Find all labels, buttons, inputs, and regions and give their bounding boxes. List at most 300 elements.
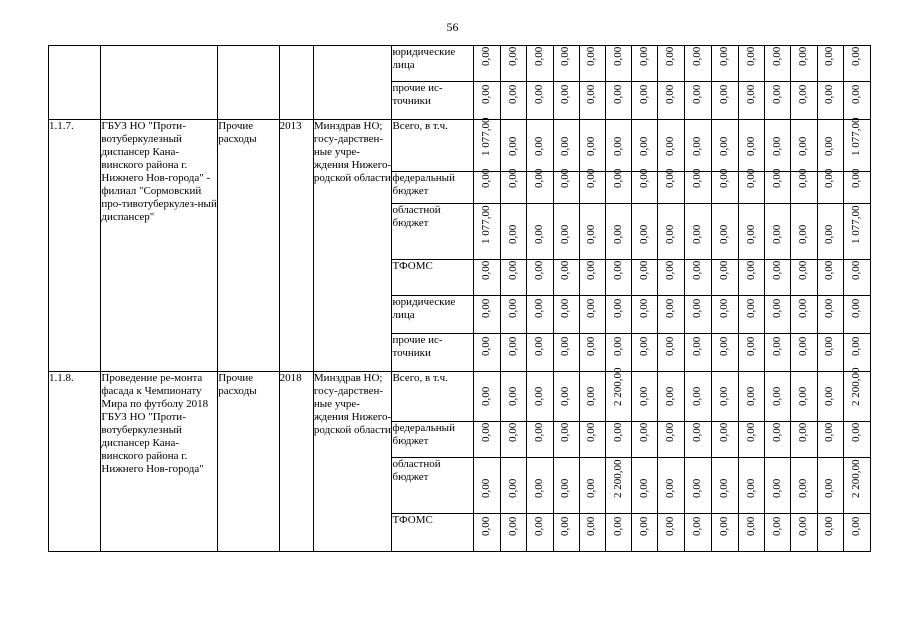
value-text: 0,00: [690, 168, 703, 188]
value-text: 0,00: [690, 224, 703, 244]
value-text: 0,00: [506, 386, 519, 406]
value-cell: [791, 334, 817, 372]
funding-source-label: федеральный бюджет: [392, 422, 474, 458]
value-cell: [553, 334, 579, 372]
funding-source-label: Всего, в т.ч.: [392, 372, 474, 422]
value-text: 0,00: [506, 46, 519, 66]
value-text: 0,00: [480, 422, 493, 442]
value-cell: [658, 120, 684, 172]
value-text: 0,00: [744, 386, 757, 406]
funding-source-label: ТФОМС: [392, 260, 474, 296]
value-cell: [738, 46, 764, 82]
value-cell: [579, 296, 605, 334]
value-text: 0,00: [559, 336, 572, 356]
value-text: 0,00: [717, 136, 730, 156]
value-text: 0,00: [663, 260, 676, 280]
value-cell: [817, 168, 843, 204]
value-text: 0,00: [796, 478, 809, 498]
value-cell: [553, 296, 579, 334]
value-text: 0,00: [717, 478, 730, 498]
funding-source-label: прочие ис-точники: [392, 334, 474, 372]
value-text: 0,00: [663, 136, 676, 156]
item-name: Проведение ре-монта фасада к Чемпионату Мира по футболу 2018 ГБУЗ НО "Проти-вотуберкулезный диспансер Кана-винского района г. Нижнего Нов-города": [101, 372, 218, 552]
value-text: 0,00: [744, 136, 757, 156]
value-text: 0,00: [506, 478, 519, 498]
value-cell: [684, 372, 711, 422]
value-text: 0,00: [823, 298, 836, 318]
executor: Минздрав НО; госу-дарствен-ные учре-ждения Нижего-родской области: [313, 120, 392, 372]
value-text: 0,00: [585, 168, 598, 188]
value-cell: [658, 296, 684, 334]
value-text: 0,00: [637, 260, 650, 280]
value-text: 0,00: [663, 84, 676, 104]
value-text: 0,00: [770, 336, 783, 356]
value-cell: [738, 514, 764, 552]
value-text: 0,00: [480, 84, 493, 104]
value-text: 0,00: [770, 224, 783, 244]
expense-type: Прочие расходы: [218, 372, 279, 552]
funding-source-label: прочие ис-точники: [392, 82, 474, 120]
table-row: [49, 120, 871, 172]
value-cell: [765, 260, 791, 296]
value-text: 0,00: [611, 46, 624, 66]
value-cell: [606, 46, 632, 82]
value-text: 0,00: [849, 260, 862, 280]
value-cell: [658, 260, 684, 296]
value-text: 0,00: [770, 386, 783, 406]
value-text: 0,00: [717, 298, 730, 318]
value-text: 1 077,00: [480, 117, 493, 156]
value-text: 0,00: [823, 224, 836, 244]
value-text: 0,00: [637, 168, 650, 188]
value-cell: [711, 120, 738, 172]
value-text: 0,00: [823, 84, 836, 104]
value-text: 0,00: [506, 336, 519, 356]
value-cell: [474, 82, 501, 120]
value-text: 0,00: [744, 260, 757, 280]
value-cell: [474, 422, 501, 458]
value-text: 0,00: [823, 260, 836, 280]
value-text: 0,00: [849, 84, 862, 104]
value-cell: [501, 334, 527, 372]
value-text: 0,00: [559, 224, 572, 244]
value-text: 0,00: [533, 298, 546, 318]
value-text: 0,00: [717, 168, 730, 188]
value-cell: [738, 458, 764, 514]
value-text: 0,00: [663, 478, 676, 498]
value-cell: [738, 422, 764, 458]
value-text: 0,00: [823, 516, 836, 536]
value-cell: [606, 120, 632, 172]
value-text: 0,00: [770, 422, 783, 442]
value-text: 0,00: [663, 422, 676, 442]
value-text: 0,00: [796, 298, 809, 318]
value-text: 0,00: [744, 298, 757, 318]
value-text: 0,00: [559, 260, 572, 280]
value-cell: [843, 46, 870, 82]
value-cell: [474, 204, 501, 260]
value-cell: [843, 458, 870, 514]
value-text: 0,00: [744, 478, 757, 498]
table-row: [49, 372, 871, 422]
value-cell: [765, 422, 791, 458]
value-cell: [579, 204, 605, 260]
value-cell: [765, 46, 791, 82]
value-cell: [711, 46, 738, 82]
value-text: 0,00: [533, 386, 546, 406]
value-text: 0,00: [480, 516, 493, 536]
value-cell: [579, 372, 605, 422]
value-cell: [711, 296, 738, 334]
value-cell: [791, 296, 817, 334]
value-cell: [501, 204, 527, 260]
value-text: 1 077,00: [849, 205, 862, 244]
value-cell: [765, 372, 791, 422]
value-cell: [684, 514, 711, 552]
value-cell: [606, 82, 632, 120]
value-text: 0,00: [717, 224, 730, 244]
value-cell: [474, 296, 501, 334]
value-text: 0,00: [823, 386, 836, 406]
value-text: 0,00: [690, 260, 703, 280]
value-cell: [843, 168, 870, 204]
value-text: 0,00: [663, 46, 676, 66]
value-text: 0,00: [770, 168, 783, 188]
value-cell: [684, 334, 711, 372]
value-cell: [606, 458, 632, 514]
value-text: 0,00: [796, 84, 809, 104]
value-text: 0,00: [480, 386, 493, 406]
value-cell: [738, 168, 764, 204]
value-text: 0,00: [823, 136, 836, 156]
value-text: 0,00: [690, 478, 703, 498]
value-text: 0,00: [611, 224, 624, 244]
value-text: 0,00: [637, 478, 650, 498]
value-cell: [553, 514, 579, 552]
value-text: 0,00: [585, 136, 598, 156]
value-text: 0,00: [690, 386, 703, 406]
value-text: 0,00: [796, 386, 809, 406]
value-text: 0,00: [533, 84, 546, 104]
value-cell: [817, 82, 843, 120]
item-year: [279, 46, 313, 120]
value-text: 0,00: [559, 478, 572, 498]
value-cell: [474, 46, 501, 82]
executor: [313, 46, 392, 120]
value-cell: [843, 334, 870, 372]
value-text: 0,00: [480, 336, 493, 356]
funding-source-label: областной бюджет: [392, 458, 474, 514]
value-text: 0,00: [796, 516, 809, 536]
value-text: 0,00: [637, 336, 650, 356]
value-cell: [658, 334, 684, 372]
value-cell: [658, 372, 684, 422]
value-cell: [527, 82, 553, 120]
value-cell: [658, 168, 684, 204]
value-cell: [765, 120, 791, 172]
item-code: [49, 46, 101, 120]
value-cell: [684, 296, 711, 334]
value-cell: [553, 46, 579, 82]
value-cell: [817, 260, 843, 296]
value-cell: [632, 204, 658, 260]
value-text: 0,00: [585, 46, 598, 66]
value-cell: [843, 204, 870, 260]
value-text: 0,00: [770, 298, 783, 318]
value-text: 2 200,00: [849, 367, 862, 406]
value-cell: [527, 422, 553, 458]
value-cell: [501, 514, 527, 552]
value-text: 0,00: [770, 260, 783, 280]
value-text: 0,00: [480, 168, 493, 188]
value-cell: [684, 168, 711, 204]
value-text: 0,00: [796, 224, 809, 244]
value-cell: [711, 514, 738, 552]
value-cell: [684, 204, 711, 260]
value-cell: [711, 372, 738, 422]
value-cell: [474, 372, 501, 422]
funding-source-label: областной бюджет: [392, 204, 474, 260]
value-cell: [738, 120, 764, 172]
value-cell: [579, 120, 605, 172]
value-cell: [553, 168, 579, 204]
value-cell: [579, 168, 605, 204]
value-cell: [501, 82, 527, 120]
value-text: 0,00: [849, 168, 862, 188]
value-cell: [474, 514, 501, 552]
value-text: 0,00: [611, 422, 624, 442]
value-text: 0,00: [533, 224, 546, 244]
value-text: 0,00: [559, 46, 572, 66]
value-cell: [711, 458, 738, 514]
value-text: 0,00: [611, 260, 624, 280]
value-text: 0,00: [585, 84, 598, 104]
value-cell: [553, 372, 579, 422]
value-text: 2 200,00: [611, 367, 624, 406]
value-cell: [791, 514, 817, 552]
value-cell: [527, 334, 553, 372]
value-text: 0,00: [849, 46, 862, 66]
value-text: 0,00: [849, 336, 862, 356]
value-text: 0,00: [744, 46, 757, 66]
value-cell: [553, 458, 579, 514]
value-cell: [817, 334, 843, 372]
value-text: 0,00: [611, 336, 624, 356]
value-cell: [527, 204, 553, 260]
value-text: 0,00: [796, 336, 809, 356]
value-cell: [501, 46, 527, 82]
value-cell: [501, 260, 527, 296]
value-cell: [632, 514, 658, 552]
value-text: 0,00: [796, 136, 809, 156]
item-year: 2018: [279, 372, 313, 552]
value-text: 0,00: [585, 516, 598, 536]
value-cell: [711, 260, 738, 296]
item-name: [101, 46, 218, 120]
value-text: 0,00: [506, 84, 519, 104]
value-text: 0,00: [585, 298, 598, 318]
value-cell: [632, 120, 658, 172]
value-text: 0,00: [637, 84, 650, 104]
value-cell: [817, 458, 843, 514]
value-text: 0,00: [744, 84, 757, 104]
value-text: 0,00: [637, 224, 650, 244]
value-text: 0,00: [559, 516, 572, 536]
value-text: 0,00: [690, 298, 703, 318]
value-text: 0,00: [533, 336, 546, 356]
value-text: 0,00: [823, 168, 836, 188]
value-text: 1 077,00: [480, 205, 493, 244]
value-text: 0,00: [796, 260, 809, 280]
value-cell: [765, 82, 791, 120]
value-text: 0,00: [717, 516, 730, 536]
value-cell: [791, 120, 817, 172]
value-cell: [711, 168, 738, 204]
item-year: 2013: [279, 120, 313, 372]
value-cell: [553, 204, 579, 260]
value-text: 0,00: [533, 260, 546, 280]
expense-type: Прочие расходы: [218, 120, 279, 372]
value-cell: [711, 422, 738, 458]
value-text: 0,00: [480, 46, 493, 66]
value-text: 0,00: [663, 516, 676, 536]
value-text: 1 077,00: [849, 117, 862, 156]
value-cell: [765, 334, 791, 372]
item-name: ГБУЗ НО "Проти-вотуберкулезный диспансер Кана-винского района г. Нижнего Нов-города" - филиал "Сормовский про-тивотуберкулез-ный диспансер": [101, 120, 218, 372]
value-cell: [527, 46, 553, 82]
value-text: 0,00: [849, 516, 862, 536]
value-text: 0,00: [770, 46, 783, 66]
value-cell: [579, 260, 605, 296]
value-cell: [684, 422, 711, 458]
value-text: 2 200,00: [611, 459, 624, 498]
value-cell: [501, 458, 527, 514]
value-text: 0,00: [770, 478, 783, 498]
value-text: 0,00: [663, 386, 676, 406]
value-cell: [632, 458, 658, 514]
value-cell: [765, 204, 791, 260]
value-text: 0,00: [849, 298, 862, 318]
value-cell: [527, 168, 553, 204]
value-cell: [474, 334, 501, 372]
value-cell: [738, 334, 764, 372]
value-text: 0,00: [663, 336, 676, 356]
value-cell: [632, 82, 658, 120]
value-text: 0,00: [533, 136, 546, 156]
value-text: 0,00: [796, 46, 809, 66]
value-text: 0,00: [770, 84, 783, 104]
value-text: 0,00: [611, 298, 624, 318]
value-cell: [843, 117, 870, 172]
value-cell: [527, 296, 553, 334]
budget-table: [48, 45, 871, 552]
value-text: 0,00: [559, 84, 572, 104]
value-cell: [527, 514, 553, 552]
value-cell: [843, 422, 870, 458]
value-cell: [791, 82, 817, 120]
value-cell: [606, 168, 632, 204]
value-text: 0,00: [823, 46, 836, 66]
funding-source-label: федеральный бюджет: [392, 172, 474, 204]
value-text: 0,00: [690, 46, 703, 66]
value-cell: [632, 372, 658, 422]
value-text: 0,00: [559, 168, 572, 188]
value-cell: [606, 260, 632, 296]
value-text: 0,00: [559, 422, 572, 442]
value-text: 0,00: [690, 136, 703, 156]
value-cell: [658, 422, 684, 458]
value-cell: [474, 458, 501, 514]
value-text: 0,00: [823, 478, 836, 498]
value-cell: [606, 334, 632, 372]
value-text: 0,00: [717, 84, 730, 104]
value-text: 0,00: [637, 298, 650, 318]
page-number: 56: [446, 20, 459, 34]
value-cell: [711, 334, 738, 372]
value-cell: [527, 372, 553, 422]
item-code: 1.1.7.: [49, 120, 101, 372]
value-cell: [553, 422, 579, 458]
value-text: 0,00: [506, 298, 519, 318]
value-cell: [606, 367, 632, 422]
value-cell: [579, 46, 605, 82]
value-cell: [501, 296, 527, 334]
value-cell: [632, 46, 658, 82]
value-cell: [527, 260, 553, 296]
value-cell: [606, 422, 632, 458]
value-text: 0,00: [611, 84, 624, 104]
value-cell: [501, 168, 527, 204]
value-cell: [474, 117, 501, 172]
value-cell: [738, 82, 764, 120]
value-cell: [474, 168, 501, 204]
value-cell: [791, 422, 817, 458]
value-text: 0,00: [744, 516, 757, 536]
value-text: 0,00: [611, 136, 624, 156]
value-cell: [684, 82, 711, 120]
value-text: 0,00: [849, 422, 862, 442]
value-text: 0,00: [717, 386, 730, 406]
value-cell: [684, 120, 711, 172]
value-text: 0,00: [744, 224, 757, 244]
value-text: 0,00: [637, 422, 650, 442]
value-text: 0,00: [663, 224, 676, 244]
value-text: 0,00: [744, 168, 757, 188]
value-cell: [791, 204, 817, 260]
value-cell: [474, 260, 501, 296]
value-cell: [501, 120, 527, 172]
value-cell: [658, 46, 684, 82]
value-cell: [632, 296, 658, 334]
value-cell: [817, 204, 843, 260]
value-text: 0,00: [585, 478, 598, 498]
value-cell: [632, 422, 658, 458]
value-cell: [658, 82, 684, 120]
value-cell: [843, 296, 870, 334]
value-cell: [632, 334, 658, 372]
value-text: 0,00: [637, 516, 650, 536]
value-text: 0,00: [480, 298, 493, 318]
value-text: 0,00: [717, 422, 730, 442]
value-cell: [527, 120, 553, 172]
value-text: 0,00: [506, 136, 519, 156]
funding-source-label: Всего, в т.ч.: [392, 120, 474, 172]
executor: Минздрав НО; госу-дарствен-ные учре-ждения Нижего-родской области: [313, 372, 392, 552]
value-text: 0,00: [823, 336, 836, 356]
value-cell: [791, 372, 817, 422]
value-text: 0,00: [690, 336, 703, 356]
value-cell: [501, 372, 527, 422]
